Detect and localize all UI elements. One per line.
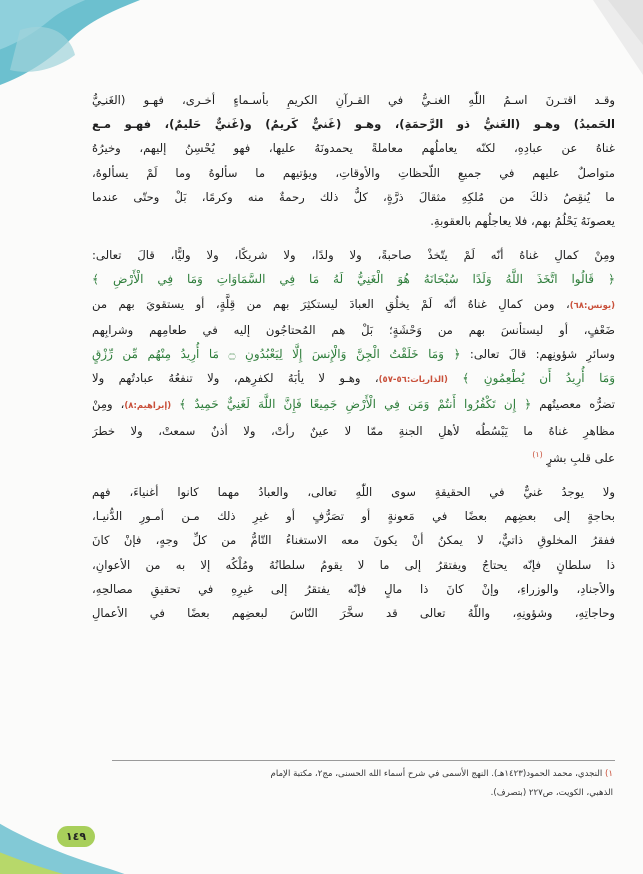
quran-verse-ibrahim: ﴿ إِن تَكْفُرُوا أَنتُمْ وَمَن فِي الْأَرْضِ جَمِيعًا فَإِنَّ اللَّهَ لَغَنِيٌّ حَمِيدٌ ﴾ (179, 397, 532, 412)
paragraph-2-line-9 (92, 443, 615, 470)
decorative-corner-top-right (583, 0, 643, 80)
paragraph-3-line-1: ولا يوجدُ غنيٌّ في الحقيقةِ سوى اللّٰهِ تعالى، والعبادُ مهما كانوا أغنياءَ، فهم (92, 484, 615, 499)
paragraph-2-text-3: ، ومن كمالِ غناهُ أنّه لَمْ يخلُقِ العبادَ ليستكثِرَ بهم من قِلَّةٍ، أو يستقويَ بهم من (92, 296, 570, 311)
paragraph-1-line-6: يعصونَهُ يَحْلُمُ بهم، فلا يعاجلُهم بالعقوبةِ. (430, 214, 615, 229)
paragraph-1-line-2: الحَميدُ) وهـو (الغَنيُّ ذو الرَّحمَةِ)، وهـو (غَنيٌّ كَريمٌ) و(غَنيٌّ حَليمٌ)، فهـو مـع (92, 117, 615, 132)
quran-verse-dhariyat-cont: وَمَا أُرِيدُ أَن يُطْعِمُونِ ﴾ (462, 371, 615, 386)
paragraph-3-line-5: والأجنادِ، والوزراءِ، وإنْ كانَ ذا مالٍ فإنّه يفتقرُ إلى غيرِهِ في تحقيقِ مصالحِهِ، (92, 581, 615, 596)
footnote-reference[interactable]: (١) (532, 449, 543, 459)
verse-reference-yunus: (يونس:٦٨) (569, 300, 615, 311)
paragraph-2-line-5 (92, 342, 615, 366)
paragraph-1-line-4: متواصلٌ عليهم في جميعِ اللّحظاتِ والأوقاتِ، ويؤتيهم ما سألوهُ وما لَمْ يسألوهُ، (92, 165, 615, 180)
footnote-divider (112, 760, 615, 761)
footnote-text-1: النجدي، محمد الحمود(١٤٢٣هـ). النهج الأسمى في شرح أسماء الله الحسنى، مج٢، مكتبة الإمام (270, 769, 603, 779)
paragraph-2-line-4: ضَعْفٍ، أو ليستأنسَ بهم من وَحْشَةٍ؛ بَلْ هم المُحتاجُون إليه في طعامِهم وشرابِهم (92, 322, 615, 337)
verse-reference-ibrahim: (إبراهيم:٨) (124, 401, 172, 412)
main-text (92, 88, 615, 635)
paragraph-2-text-9: على قلبِ بشرٍ (546, 450, 615, 465)
paragraph-2-line-3 (92, 292, 615, 318)
paragraph-2-text-6: ، وهـو لا يأبَهُ لكفرِهم، ولا تنفعُهُ عبادتُهم ولا (92, 371, 379, 386)
paragraph-2 (92, 243, 615, 470)
paragraph-2-text-7: تضرُّه معصيتُهم (539, 397, 615, 412)
paragraph-3-line-4: ذا سلطانٍ فإنّه يحتاجُ ويفتقرُ إلى ما لا يقومُ سلطانُهُ ومُلْكُه إلا به من الأعوانِ، (92, 557, 615, 572)
paragraph-1-line-5: ما يُنقِصُ ذلكَ من مُلكِهِ مثقالَ ذرَّةٍ، كلُّ ذلك رحمةٌ منه وكرمًا، بَلْ وحتّى عندما (92, 189, 615, 204)
footnote-number: ١) (605, 769, 613, 779)
paragraph-3 (92, 480, 615, 625)
verse-reference-dhariyat: (الذاريات:٥٦-٥٧) (378, 375, 448, 386)
paragraph-2-line-7 (92, 392, 615, 418)
paragraph-2-line-6 (92, 366, 615, 392)
paragraph-3-line-6: وحاجاتِهِ، وشؤونِهِ، واللّٰهُ تعالى قد سخَّرَ النّاسَ لبعضِهم بعضًا في الأعمالِ (92, 605, 615, 620)
footnote (105, 765, 613, 803)
footnote-line-2: الذهبي، الكويت، ص٢٢٧ (بتصرف). (490, 788, 613, 798)
paragraph-1-line-1: وقـد اقتـرنَ اسـمُ اللّٰهِ الغنـيُّ في القـرآنِ الكريمِ بأسـماءٍ أخـرى، فهـو (الغَنـِيُّ (92, 93, 615, 107)
paragraph-1-line-3: غناهُ عن عبادِهِ، لكنّه يعاملُهم معاملةً يحمدونَهُ عليها، فهو يُحْسِنُ إليهم، وخيرُهُ (92, 141, 615, 156)
quran-verse-dhariyat: ﴿ وَمَا خَلَقْتُ الْجِنَّ وَالْإِنسَ إِلَّا لِيَعْبُدُونِ ۝ مَا أُرِيدُ مِنْهُم مِّن رِّزْقٍ (92, 347, 461, 362)
quran-verse-yunus: ﴿ قَالُوا اتَّخَذَ اللَّهُ وَلَدًا سُبْحَانَهُ هُوَ الْغَنِيُّ لَهُ مَا فِي السَّمَاوَاتِ وَمَا فِي الْأَرْضِ ﴾ (92, 272, 615, 287)
page-number-badge (57, 826, 95, 847)
paragraph-2-line-8: مظاهرِ غناهُ ما يَبْسُطُه لأهلِ الجنةِ ممّا لا عينٌ رأتْ، ولا أذنٌ سمعتْ، ولا خطرَ (92, 423, 615, 438)
paragraph-3-line-3: ففقرُ المخلوقِ ذاتيٌّ، لا يمكنُ أنْ يكونَ معه الاستغناءُ التّامُّ من كلِّ وجهٍ، فإنْ كانَ (92, 533, 615, 548)
paragraph-2-line-2 (92, 267, 615, 291)
decorative-corner-top-left (0, 0, 210, 100)
paragraph-1 (92, 88, 615, 233)
paragraph-2-line-1: ومِنْ كمالِ غناهُ أنّه لَمْ يتّخذْ صاحبةً، ولا ولدًا، ولا شريكًا، ولا وليًّا، قالَ تعالى: (92, 248, 615, 263)
paragraph-2-text-5: وسائرِ شؤونِهم: قالَ تعالى: (469, 347, 615, 362)
paragraph-3-line-2: بحاجةٍ إلى بعضِهم بعضًا في مَعونةٍ أو تصَرُّفٍ أو غيرِ ذلك مـن أمـورِ الدُّنيـا، (92, 509, 615, 524)
paragraph-2-text-7b: ، ومِنْ (92, 397, 125, 412)
page-number: ١٤٩ (65, 830, 87, 843)
footnote-line-1 (105, 765, 613, 784)
